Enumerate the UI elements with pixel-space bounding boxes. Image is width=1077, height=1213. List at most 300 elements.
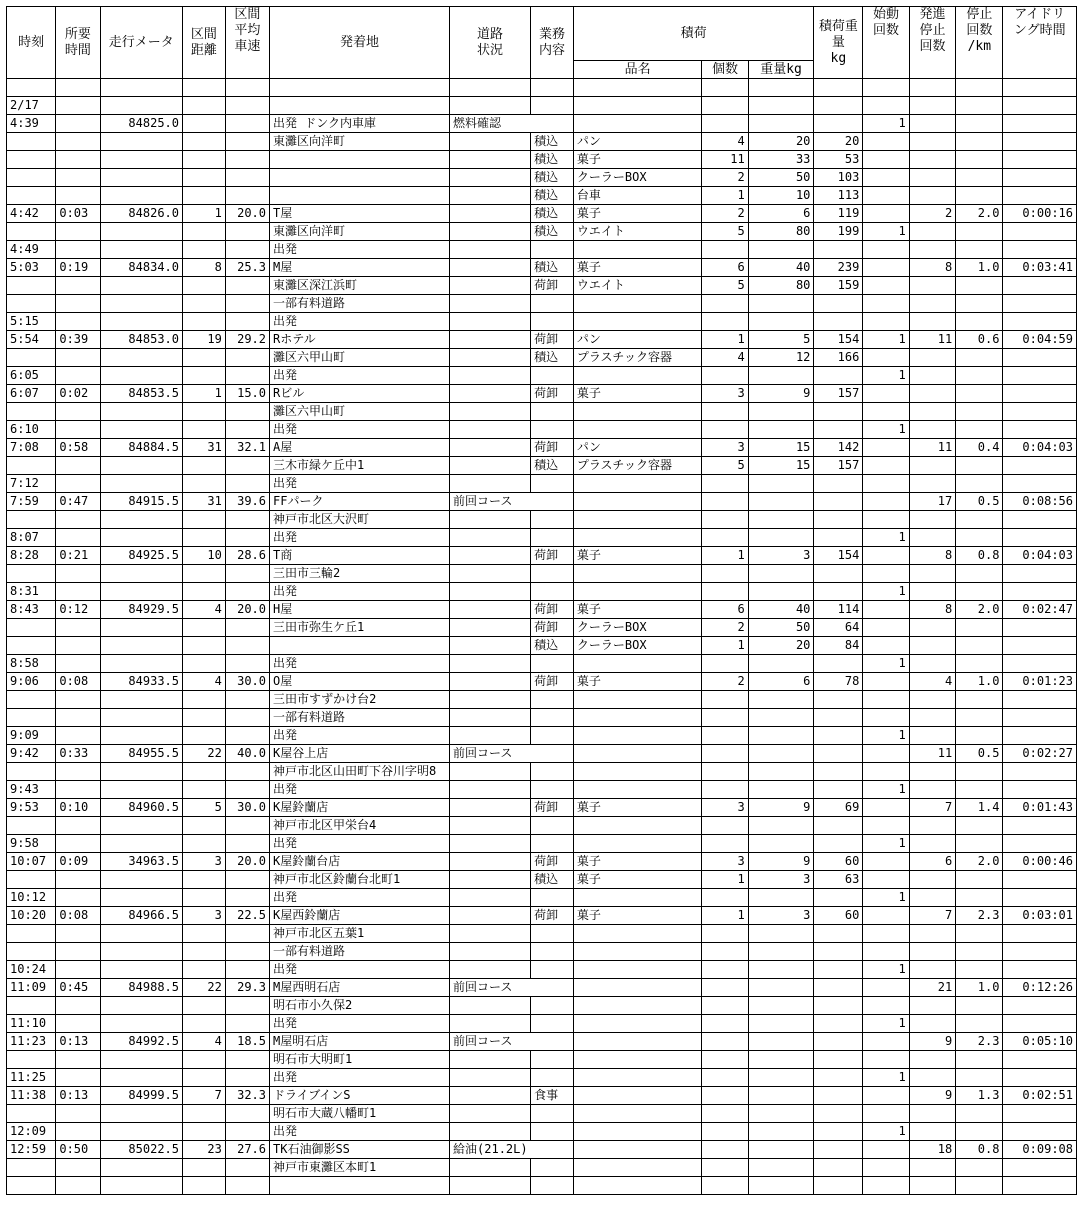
- idling-cell: [1003, 295, 1077, 313]
- duration-cell: [56, 151, 100, 169]
- avg-speed-cell: 28.6: [225, 547, 269, 565]
- total-weight-cell: [814, 781, 863, 799]
- weight-cell: [748, 781, 814, 799]
- starts-cell: [863, 565, 909, 583]
- place-cell: 神戸市北区五葉1: [270, 925, 450, 943]
- stopgo-cell: [909, 655, 955, 673]
- table-row: [7, 169, 1077, 187]
- idling-cell: [1003, 133, 1077, 151]
- starts-cell: [863, 691, 909, 709]
- road-cell: [450, 979, 531, 997]
- time-cell: [7, 277, 56, 295]
- odometer-cell: [100, 511, 182, 529]
- total-weight-cell: [814, 835, 863, 853]
- weight-cell: [748, 583, 814, 601]
- header-item: 品名: [573, 61, 701, 79]
- avg-speed-cell: 29.3: [225, 979, 269, 997]
- count-cell: 1: [702, 547, 748, 565]
- weight-cell: 40: [748, 601, 814, 619]
- odometer-cell: 84915.5: [100, 493, 182, 511]
- avg-speed-cell: [225, 115, 269, 133]
- starts-cell: [863, 295, 909, 313]
- idling-cell: [1003, 277, 1077, 295]
- duration-cell: 0:39: [56, 331, 100, 349]
- road-cell: [450, 295, 531, 313]
- odometer-cell: 84960.5: [100, 799, 182, 817]
- road-cell: [450, 943, 531, 961]
- road-cell: [450, 259, 531, 277]
- stopgo-cell: 8: [909, 259, 955, 277]
- idling-cell: [1003, 943, 1077, 961]
- duration-cell: 0:13: [56, 1033, 100, 1051]
- table-row: [7, 871, 1077, 889]
- place-cell: K屋鈴蘭台店: [270, 853, 450, 871]
- total-weight-cell: [814, 943, 863, 961]
- time-cell: 4:49: [7, 241, 56, 259]
- idling-cell: [1003, 961, 1077, 979]
- odometer-cell: [100, 997, 182, 1015]
- avg-speed-cell: [225, 421, 269, 439]
- stops-per-km-cell: 1.4: [956, 799, 1003, 817]
- weight-cell: 50: [748, 619, 814, 637]
- duration-cell: [56, 997, 100, 1015]
- road-cell: [450, 709, 531, 727]
- weight-cell: [748, 727, 814, 745]
- table-row: [7, 619, 1077, 637]
- starts-cell: [863, 1177, 909, 1195]
- total-weight-cell: [814, 529, 863, 547]
- work-cell: 荷卸: [531, 547, 574, 565]
- idling-cell: [1003, 781, 1077, 799]
- starts-cell: [863, 1105, 909, 1123]
- road-cell: [450, 853, 531, 871]
- table-row: [7, 1177, 1077, 1195]
- time-cell: 6:05: [7, 367, 56, 385]
- count-cell: 3: [702, 439, 748, 457]
- odometer-cell: [100, 817, 182, 835]
- table-header: [7, 7, 1077, 79]
- road-cell: [450, 493, 531, 511]
- time-cell: [7, 943, 56, 961]
- stops-per-km-cell: [956, 367, 1003, 385]
- place-cell: FFパーク: [270, 493, 450, 511]
- count-cell: [702, 655, 748, 673]
- work-cell: [531, 1159, 574, 1177]
- distance-cell: [183, 1177, 226, 1195]
- distance-cell: [183, 709, 226, 727]
- idling-cell: 0:08:56: [1003, 493, 1077, 511]
- duration-cell: [56, 133, 100, 151]
- count-cell: [702, 79, 748, 97]
- idling-cell: 0:00:16: [1003, 205, 1077, 223]
- avg-speed-cell: [225, 295, 269, 313]
- work-cell: 食事: [531, 1087, 574, 1105]
- time-cell: 9:42: [7, 745, 56, 763]
- table-row: [7, 691, 1077, 709]
- header-avg-speed-line1: 区間: [234, 7, 261, 22]
- odometer-cell: [100, 151, 182, 169]
- count-cell: 1: [702, 907, 748, 925]
- time-cell: [7, 817, 56, 835]
- idling-cell: [1003, 115, 1077, 133]
- place-cell: 一部有料道路: [270, 943, 450, 961]
- total-weight-cell: [814, 817, 863, 835]
- avg-speed-cell: [225, 727, 269, 745]
- weight-cell: [748, 925, 814, 943]
- odometer-cell: [100, 709, 182, 727]
- distance-cell: [183, 763, 226, 781]
- count-cell: 3: [702, 853, 748, 871]
- header-time-label: 時刻: [18, 34, 45, 50]
- duration-cell: [56, 421, 100, 439]
- stops-per-km-cell: 1.0: [956, 673, 1003, 691]
- table-row: [7, 475, 1077, 493]
- duration-cell: [56, 655, 100, 673]
- odometer-cell: 34963.5: [100, 853, 182, 871]
- duration-cell: [56, 457, 100, 475]
- avg-speed-cell: 20.0: [225, 601, 269, 619]
- duration-cell: 0:47: [56, 493, 100, 511]
- duration-cell: [56, 241, 100, 259]
- distance-cell: 22: [183, 979, 226, 997]
- distance-cell: 3: [183, 853, 226, 871]
- stopgo-cell: [909, 619, 955, 637]
- count-cell: 3: [702, 385, 748, 403]
- count-cell: [702, 997, 748, 1015]
- time-cell: 7:08: [7, 439, 56, 457]
- time-cell: 11:38: [7, 1087, 56, 1105]
- odometer-cell: [100, 169, 182, 187]
- starts-cell: [863, 943, 909, 961]
- stopgo-cell: 9: [909, 1033, 955, 1051]
- starts-cell: 1: [863, 529, 909, 547]
- road-cell: [450, 1105, 531, 1123]
- odometer-cell: [100, 727, 182, 745]
- avg-speed-cell: 40.0: [225, 745, 269, 763]
- total-weight-cell: [814, 1177, 863, 1195]
- stops-per-km-cell: [956, 187, 1003, 205]
- road-cell: [450, 565, 531, 583]
- header-stopgo: [909, 7, 955, 79]
- duration-cell: [56, 367, 100, 385]
- stops-per-km-cell: [956, 619, 1003, 637]
- starts-cell: 1: [863, 655, 909, 673]
- odometer-cell: [100, 349, 182, 367]
- stops-per-km-cell: [956, 1015, 1003, 1033]
- idling-cell: [1003, 1159, 1077, 1177]
- time-cell: 8:28: [7, 547, 56, 565]
- road-cell: [450, 457, 531, 475]
- total-weight-cell: 60: [814, 853, 863, 871]
- total-weight-cell: 60: [814, 907, 863, 925]
- odometer-cell: [100, 457, 182, 475]
- stops-per-km-cell: 1.0: [956, 259, 1003, 277]
- total-weight-cell: [814, 763, 863, 781]
- weight-cell: [748, 115, 814, 133]
- starts-cell: 1: [863, 781, 909, 799]
- idling-cell: 0:02:51: [1003, 1087, 1077, 1105]
- stopgo-cell: 7: [909, 907, 955, 925]
- count-cell: [702, 1051, 748, 1069]
- header-odometer-label: 走行メータ: [108, 34, 174, 50]
- place-cell: 東灘区向洋町: [270, 133, 450, 151]
- stops-per-km-cell: 2.0: [956, 205, 1003, 223]
- place-cell: [270, 151, 450, 169]
- count-cell: 5: [702, 277, 748, 295]
- stopgo-cell: 18: [909, 1141, 955, 1159]
- idling-cell: [1003, 583, 1077, 601]
- item-cell: [573, 691, 701, 709]
- place-cell: 三田市すずかけ台2: [270, 691, 450, 709]
- idling-cell: [1003, 871, 1077, 889]
- item-cell: [573, 583, 701, 601]
- starts-cell: 1: [863, 961, 909, 979]
- stops-per-km-cell: 2.0: [956, 853, 1003, 871]
- starts-cell: 1: [863, 421, 909, 439]
- duration-cell: 0:58: [56, 439, 100, 457]
- duration-cell: [56, 871, 100, 889]
- avg-speed-cell: [225, 637, 269, 655]
- count-cell: [702, 925, 748, 943]
- table-row: [7, 547, 1077, 565]
- table-row: [7, 601, 1077, 619]
- count-cell: [702, 403, 748, 421]
- work-cell: 積込: [531, 133, 574, 151]
- distance-cell: 3: [183, 907, 226, 925]
- work-cell: [531, 241, 574, 259]
- idling-cell: [1003, 511, 1077, 529]
- table-row: [7, 673, 1077, 691]
- distance-cell: [183, 133, 226, 151]
- place-cell: 出発: [270, 583, 450, 601]
- stopgo-cell: [909, 871, 955, 889]
- total-weight-cell: [814, 1033, 863, 1051]
- total-weight-cell: [814, 1123, 863, 1141]
- table-row: [7, 493, 1077, 511]
- distance-cell: [183, 1015, 226, 1033]
- weight-cell: 5: [748, 331, 814, 349]
- count-cell: 2: [702, 205, 748, 223]
- table-row: [7, 745, 1077, 763]
- road-cell: [450, 835, 531, 853]
- stopgo-cell: [909, 637, 955, 655]
- work-cell: 積込: [531, 349, 574, 367]
- item-cell: 菓子: [573, 205, 701, 223]
- road-cell: [450, 1141, 531, 1159]
- road-cell: [450, 871, 531, 889]
- odometer-cell: [100, 763, 182, 781]
- count-cell: [702, 115, 748, 133]
- place-cell: [270, 187, 450, 205]
- road-cell: [450, 241, 531, 259]
- road-cell: [450, 655, 531, 673]
- header-stops-per-km: [956, 7, 1003, 79]
- total-weight-cell: [814, 1141, 863, 1159]
- idling-cell: [1003, 691, 1077, 709]
- stopgo-cell: [909, 511, 955, 529]
- distance-cell: [183, 583, 226, 601]
- avg-speed-cell: 20.0: [225, 205, 269, 223]
- table-row: [7, 1033, 1077, 1051]
- total-weight-cell: [814, 241, 863, 259]
- starts-cell: [863, 151, 909, 169]
- distance-cell: [183, 151, 226, 169]
- total-weight-cell: [814, 727, 863, 745]
- time-cell: [7, 133, 56, 151]
- stopgo-cell: [909, 457, 955, 475]
- item-cell: ウエイト: [573, 277, 701, 295]
- weight-cell: [748, 997, 814, 1015]
- total-weight-cell: [814, 511, 863, 529]
- place-cell: 明石市大明町1: [270, 1051, 450, 1069]
- weight-cell: 12: [748, 349, 814, 367]
- count-cell: [702, 475, 748, 493]
- table-row: [7, 655, 1077, 673]
- duration-cell: [56, 925, 100, 943]
- stops-per-km-cell: [956, 79, 1003, 97]
- table-row: [7, 727, 1077, 745]
- time-cell: [7, 457, 56, 475]
- count-cell: [702, 889, 748, 907]
- avg-speed-cell: [225, 565, 269, 583]
- total-weight-cell: 78: [814, 673, 863, 691]
- starts-cell: [863, 133, 909, 151]
- item-cell: [573, 79, 701, 97]
- work-cell: [531, 403, 574, 421]
- work-cell: [531, 763, 574, 781]
- count-cell: [702, 1105, 748, 1123]
- odometer-cell: [100, 1159, 182, 1177]
- duration-cell: [56, 817, 100, 835]
- idling-cell: [1003, 889, 1077, 907]
- time-cell: [7, 349, 56, 367]
- distance-cell: [183, 403, 226, 421]
- place-cell: 出発: [270, 835, 450, 853]
- distance-cell: 5: [183, 799, 226, 817]
- starts-cell: [863, 1141, 909, 1159]
- table-row: [7, 259, 1077, 277]
- table-row: [7, 1123, 1077, 1141]
- distance-cell: [183, 943, 226, 961]
- road-cell: [450, 97, 531, 115]
- item-cell: 菓子: [573, 907, 701, 925]
- duration-cell: [56, 277, 100, 295]
- time-cell: 10:12: [7, 889, 56, 907]
- total-weight-cell: [814, 1087, 863, 1105]
- place-cell: Rビル: [270, 385, 450, 403]
- place-cell: Rホテル: [270, 331, 450, 349]
- weight-cell: [748, 421, 814, 439]
- distance-cell: [183, 475, 226, 493]
- header-odometer: [100, 7, 182, 79]
- count-cell: [702, 709, 748, 727]
- header-idling: [1003, 7, 1077, 79]
- stops-per-km-cell: [956, 871, 1003, 889]
- stops-per-km-cell: [956, 961, 1003, 979]
- duration-cell: [56, 1123, 100, 1141]
- stopgo-cell: 8: [909, 547, 955, 565]
- item-cell: クーラーBOX: [573, 619, 701, 637]
- weight-cell: [748, 1105, 814, 1123]
- idling-cell: [1003, 223, 1077, 241]
- weight-cell: [748, 691, 814, 709]
- duration-cell: 0:10: [56, 799, 100, 817]
- time-cell: 6:10: [7, 421, 56, 439]
- stops-per-km-cell: [956, 97, 1003, 115]
- odometer-cell: [100, 1123, 182, 1141]
- item-cell: [573, 889, 701, 907]
- stopgo-cell: [909, 151, 955, 169]
- weight-cell: [748, 655, 814, 673]
- work-cell: [531, 493, 574, 511]
- avg-speed-cell: [225, 763, 269, 781]
- idling-cell: [1003, 367, 1077, 385]
- starts-cell: 1: [863, 331, 909, 349]
- odometer-cell: [100, 133, 182, 151]
- avg-speed-cell: 30.0: [225, 799, 269, 817]
- time-cell: 12:59: [7, 1141, 56, 1159]
- header-avg-speed: [225, 7, 269, 79]
- work-cell: 積込: [531, 169, 574, 187]
- starts-cell: [863, 799, 909, 817]
- starts-cell: [863, 511, 909, 529]
- weight-cell: [748, 835, 814, 853]
- table-row: [7, 313, 1077, 331]
- starts-cell: [863, 871, 909, 889]
- distance-cell: [183, 565, 226, 583]
- starts-cell: [863, 619, 909, 637]
- avg-speed-cell: [225, 403, 269, 421]
- item-cell: [573, 1141, 701, 1159]
- item-cell: [573, 1177, 701, 1195]
- item-cell: [573, 421, 701, 439]
- time-cell: [7, 619, 56, 637]
- table-row: [7, 421, 1077, 439]
- item-cell: パン: [573, 331, 701, 349]
- idling-cell: [1003, 1177, 1077, 1195]
- road-cell: [450, 511, 531, 529]
- item-cell: [573, 313, 701, 331]
- header-road: [450, 7, 531, 79]
- weight-cell: [748, 241, 814, 259]
- idling-cell: [1003, 385, 1077, 403]
- odometer-cell: 84988.5: [100, 979, 182, 997]
- total-weight-cell: [814, 709, 863, 727]
- road-cell: [450, 637, 531, 655]
- place-cell: 出発: [270, 475, 450, 493]
- distance-cell: 1: [183, 385, 226, 403]
- place-cell: 東灘区向洋町: [270, 223, 450, 241]
- stops-per-km-cell: [956, 763, 1003, 781]
- starts-cell: [863, 259, 909, 277]
- place-cell: H屋: [270, 601, 450, 619]
- item-cell: [573, 1015, 701, 1033]
- weight-cell: [748, 1087, 814, 1105]
- stopgo-cell: [909, 475, 955, 493]
- table-row: [7, 1087, 1077, 1105]
- total-weight-cell: [814, 421, 863, 439]
- starts-cell: [863, 709, 909, 727]
- avg-speed-cell: [225, 889, 269, 907]
- header-total-weight: [814, 7, 863, 79]
- count-cell: [702, 421, 748, 439]
- stops-per-km-cell: [956, 475, 1003, 493]
- weight-cell: 6: [748, 205, 814, 223]
- header-starts-line1: 始動: [873, 7, 900, 22]
- avg-speed-cell: 15.0: [225, 385, 269, 403]
- item-cell: 菓子: [573, 151, 701, 169]
- stops-per-km-cell: [956, 1051, 1003, 1069]
